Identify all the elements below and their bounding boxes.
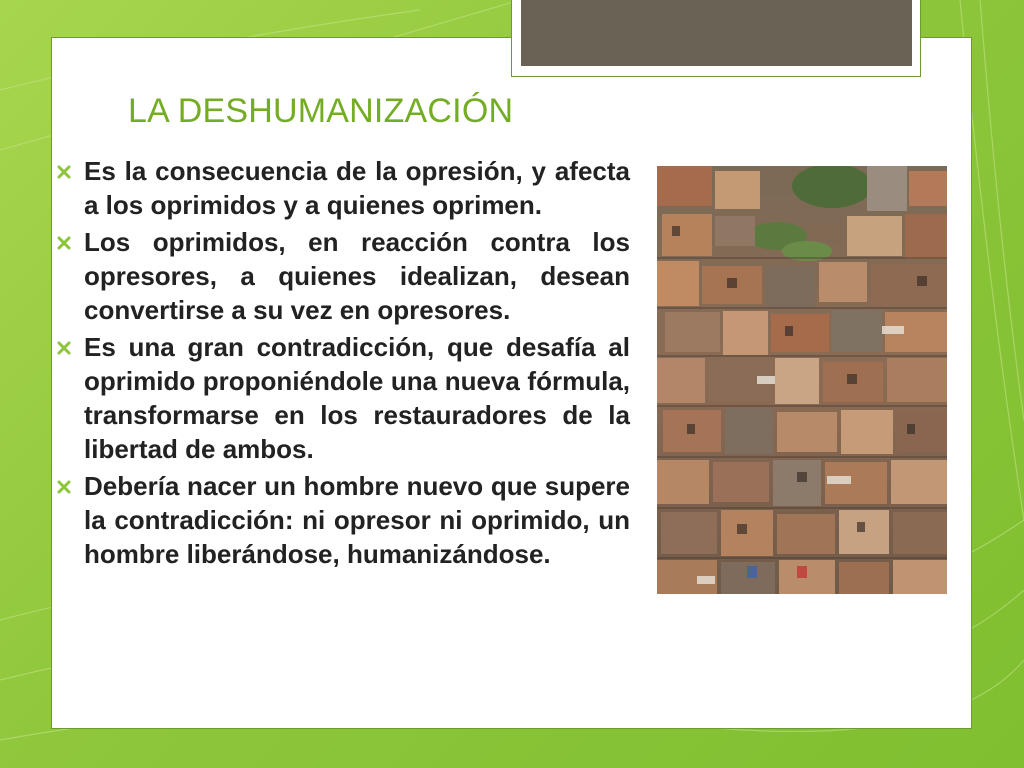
x-mark-icon: [57, 341, 71, 355]
bullet-item: [57, 330, 630, 466]
bullet-text: Los oprimidos, en reacción contra los opresores, a quienes idealizan, desean convertirse a su vez en opresores.: [84, 227, 630, 325]
bullet-item: [57, 469, 630, 571]
favela-photo: [657, 166, 947, 594]
x-mark-icon: [57, 236, 71, 250]
bullet-item: [57, 225, 630, 327]
bullet-text: Es una gran contradicción, que desafía al oprimido proponiéndole una nueva fórmula, transformarse en los restauradores de la libertad de ambos.: [84, 332, 630, 464]
bullet-text: Debería nacer un hombre nuevo que supere la contradicción: ni opresor ni oprimido, un hombre liberándose, humanizándose.: [84, 471, 630, 569]
slide-title: LA DESHUMANIZACIÓN: [128, 92, 514, 130]
bullet-text: Es la consecuencia de la opresión, y afecta a los oprimidos y a quienes oprimen.: [84, 156, 630, 220]
bullet-list: [57, 154, 630, 574]
x-mark-icon: [57, 480, 71, 494]
x-mark-icon: [57, 165, 71, 179]
header-tab-bar: [521, 0, 912, 66]
bullet-item: [57, 154, 630, 222]
